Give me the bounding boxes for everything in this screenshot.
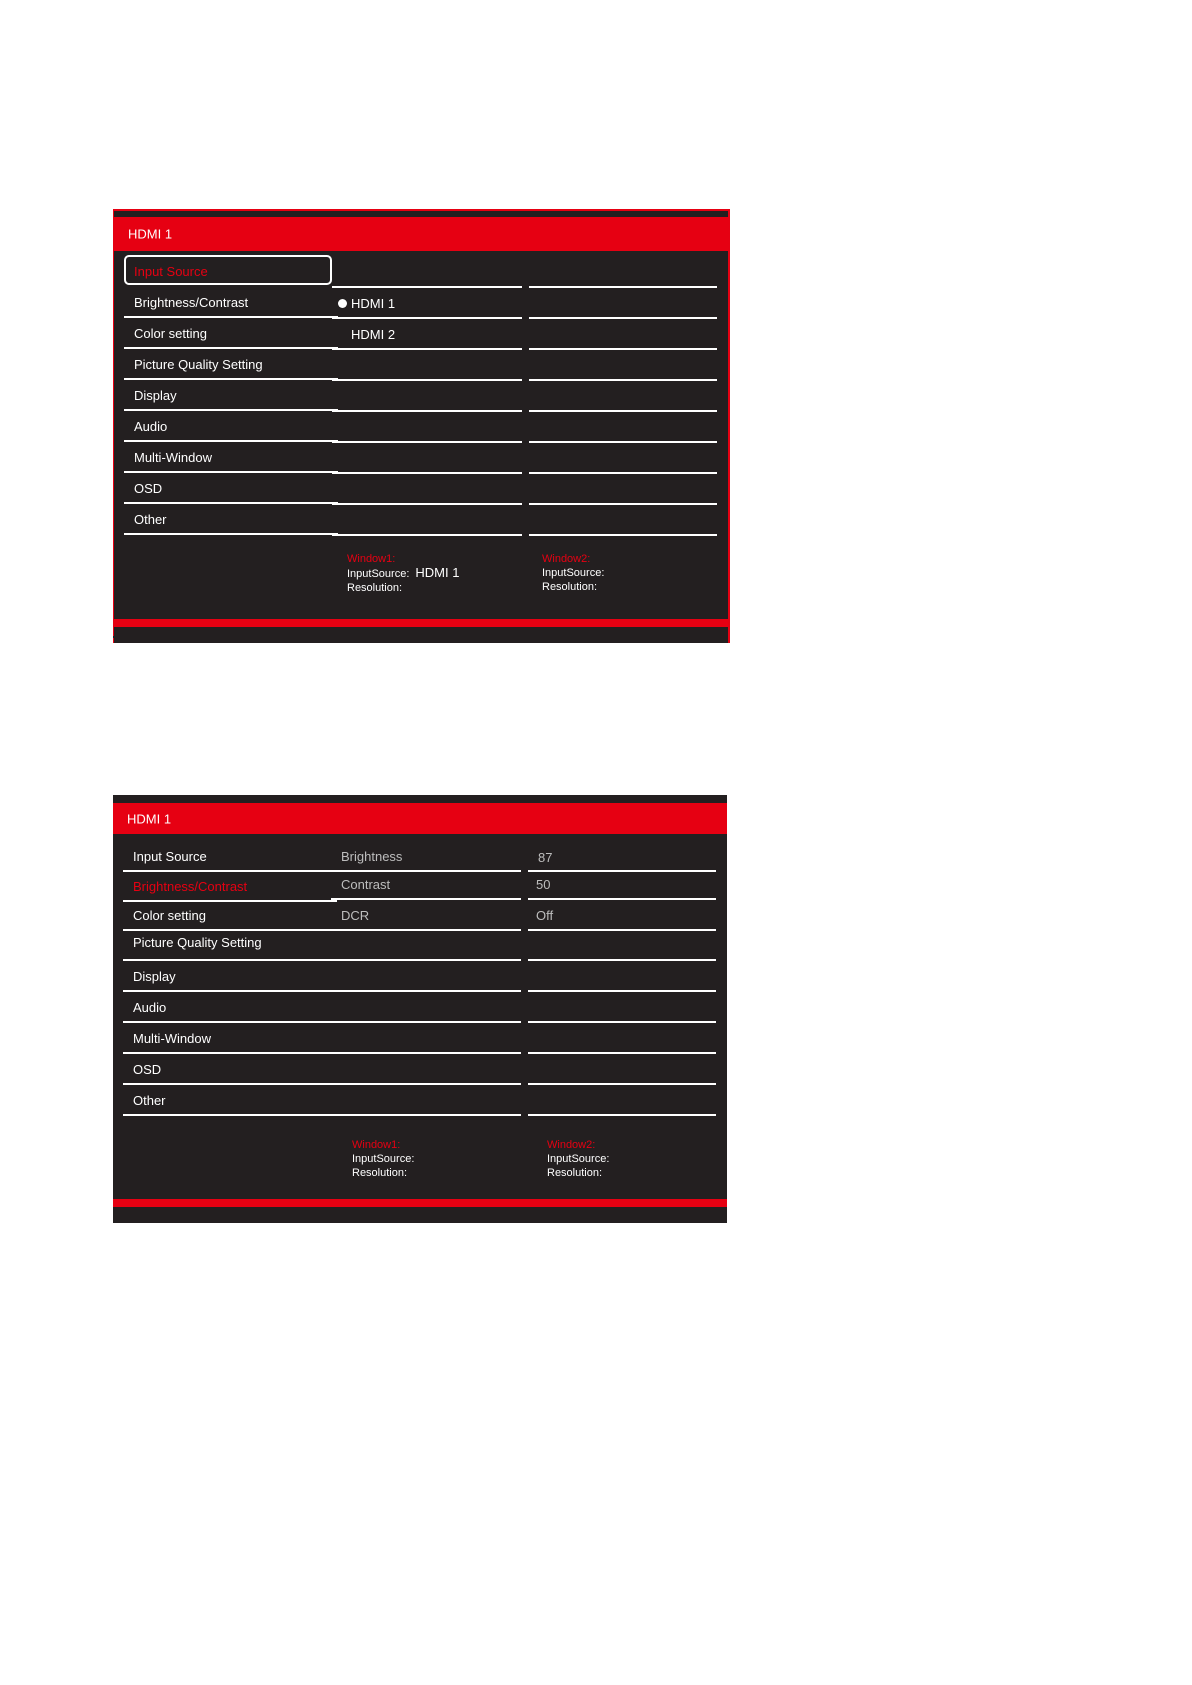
menu-item-label: Multi-Window [133,1031,212,1046]
osd-header [113,803,727,834]
menu-item-label: Color setting [134,326,207,341]
osd-footer-bar [114,619,728,627]
menu-item-label: Display [134,388,177,403]
menu-item-label: Picture Quality Setting [133,935,262,950]
osd-panel-brightness-contrast [113,795,727,1223]
setting-name: Contrast [341,877,391,892]
menu-item-multi-window[interactable] [124,442,338,473]
menu-item-label: Picture Quality Setting [134,357,263,372]
setting-row-empty [331,992,521,1023]
window1-resolution: Resolution: [352,1167,408,1179]
value-row-empty [529,255,717,288]
menu-item-label: Multi-Window [134,450,213,465]
menu-item-osd[interactable] [124,473,338,504]
value-row-empty [529,319,717,350]
window1-info [347,552,459,595]
menu-item-label: Color setting [133,908,206,923]
menu-item-label: OSD [133,1062,162,1077]
window2-info [542,552,604,594]
window1-input-source: InputSource: [352,1153,415,1165]
window2-resolution: Resolution: [542,581,598,593]
value-row-empty [528,992,716,1023]
menu-item-label: Audio [133,1000,167,1015]
menu-item-label: Input Source [134,264,208,279]
option-row-empty [332,505,522,536]
osd-header [114,217,728,251]
option-row-empty [332,443,522,474]
menu-item-label: Other [133,1093,166,1108]
input-source-label: InputSource: [347,568,410,580]
window2-info [547,1138,609,1180]
menu-item-label: Brightness/Contrast [134,295,249,310]
menu-item-label: Display [133,969,176,984]
setting-name: DCR [341,908,370,923]
menu-item-multi-window[interactable] [123,1023,337,1054]
option-row-empty [332,255,522,288]
menu-item-osd[interactable] [123,1054,337,1085]
value-row-empty [529,474,717,505]
value-column [529,255,717,536]
menu-item-picture-quality[interactable] [123,931,337,961]
window2-input-source: InputSource: [542,567,605,579]
menu-item-display[interactable] [124,380,338,411]
window2-resolution: Resolution: [547,1167,603,1179]
option-row-empty [332,350,522,381]
value-row-empty [528,961,716,992]
settings-names [331,839,521,1116]
osd-main-menu [123,839,337,1116]
menu-item-audio[interactable] [124,411,338,442]
menu-item-label: Audio [134,419,168,434]
value-row-empty [528,1085,716,1116]
value-row-empty [529,443,717,474]
window2-input-source: InputSource: [547,1153,610,1165]
osd-title: HDMI 1 [127,811,172,826]
menu-item-audio[interactable] [123,992,337,1023]
setting-dcr[interactable] [331,900,521,931]
submenu-options [332,255,522,536]
osd-footer-bar [113,1199,727,1207]
value-contrast[interactable] [528,872,716,900]
osd-title: HDMI 1 [128,226,173,242]
window2-label: Window2: [547,1139,596,1151]
window1-label: Window1: [352,1139,401,1151]
setting-value: 50 [536,877,551,892]
settings-values [528,839,716,1116]
value-row-empty [528,1054,716,1085]
value-row-empty [529,412,717,443]
value-row-empty [528,1023,716,1054]
menu-item-label: OSD [134,481,163,496]
option-label: HDMI 1 [351,296,396,311]
setting-row-empty [331,1023,521,1054]
menu-item-input-source[interactable] [123,839,337,872]
window1-info [352,1138,414,1180]
window1-resolution: Resolution: [347,582,403,594]
osd-bottom-line [113,636,727,638]
value-brightness[interactable] [528,839,716,872]
osd-main-menu [124,255,338,535]
menu-item-brightness-contrast[interactable] [124,288,338,318]
setting-row-empty [331,961,521,992]
value-row-empty [529,288,717,319]
menu-item-input-source[interactable] [124,255,338,286]
option-row-empty [332,412,522,443]
menu-item-color-setting[interactable] [124,318,338,349]
setting-brightness[interactable] [331,839,521,872]
selected-radio-icon [338,299,347,308]
window1-input-source [347,566,459,581]
input-source-value: HDMI 1 [415,565,460,580]
menu-item-color-setting[interactable] [123,902,337,931]
setting-value: 87 [538,850,553,865]
menu-item-label: Brightness/Contrast [133,879,248,894]
menu-item-brightness-contrast[interactable] [123,872,337,902]
setting-row-empty [331,1085,521,1116]
setting-value: Off [536,908,554,923]
menu-item-other[interactable] [123,1085,337,1116]
value-row-empty [529,505,717,536]
option-label-wrap [338,296,395,311]
setting-name: Brightness [341,849,403,864]
window1-label: Window1: [347,553,396,565]
option-row-empty [332,381,522,412]
menu-item-label: Input Source [133,849,207,864]
option-row-empty [332,474,522,505]
value-row-empty [529,381,717,412]
option-hdmi-2[interactable] [332,319,522,350]
menu-item-label: Other [134,512,167,527]
menu-item-display[interactable] [123,961,337,992]
setting-row-empty [331,1054,521,1085]
value-dcr[interactable] [528,900,716,931]
setting-contrast[interactable] [331,872,521,900]
menu-item-other[interactable] [124,504,338,535]
option-label: HDMI 2 [351,327,396,342]
osd-panel-input-source [113,209,730,643]
setting-row-empty [331,931,521,961]
window2-label: Window2: [542,553,591,565]
value-row-empty [529,350,717,381]
option-hdmi-1[interactable] [332,288,522,319]
menu-item-picture-quality[interactable] [124,349,338,380]
value-row-empty [528,931,716,961]
